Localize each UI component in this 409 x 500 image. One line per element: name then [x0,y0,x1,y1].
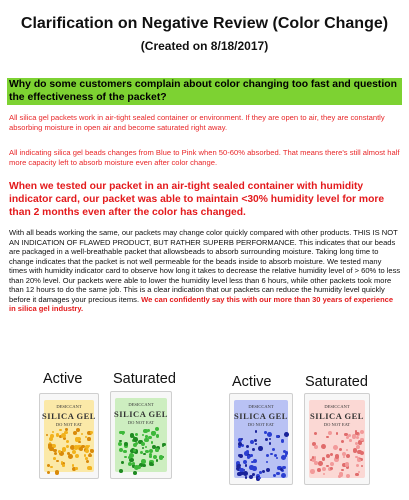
silica-bead [152,445,156,449]
packet-image-green [110,391,172,479]
packet-label-saturated-pink: Saturated [305,374,368,390]
silica-bead [61,461,63,463]
page-title: Clarification on Negative Review (Color Change) [20,15,389,32]
silica-bead [310,469,315,474]
silica-bead [140,451,143,454]
packet-label-saturated-green: Saturated [113,371,176,387]
packet-text-desiccant: DESICCANT [248,404,274,409]
silica-bead [352,434,356,438]
silica-bead [252,466,256,470]
silica-bead [360,451,364,455]
silica-bead [58,450,61,453]
silica-bead [153,455,157,459]
packet-text-do-not-eat: DO NOT EAT [247,422,275,427]
silica-bead [119,469,123,473]
silica-bead [123,450,126,453]
silica-bead [245,476,247,478]
silica-bead [133,437,137,441]
silica-bead [130,433,135,438]
silica-bead [341,469,343,471]
silica-bead [54,452,57,455]
silica-bead [135,433,138,436]
packet-text-silica-gel: SILICA GEL [234,411,288,421]
silica-bead [333,445,338,450]
packet-image-pink [304,393,370,485]
silica-bead [318,461,323,466]
silica-bead [66,445,69,448]
silica-bead [361,465,363,467]
silica-bead [317,468,321,472]
silica-bead [264,431,267,434]
silica-bead [155,448,159,452]
silica-bead [151,431,156,436]
silica-bead [120,431,123,434]
silica-bead [156,434,159,437]
experience-emphasis: We can confidently say this with our more than 30 years of experience in silica gel industry. [9,294,394,314]
silica-bead [84,454,86,456]
silica-bead [65,428,68,431]
packet-text-desiccant: DESICCANT [128,402,154,407]
silica-bead [270,453,273,456]
silica-bead [133,471,137,475]
silica-bead [72,464,75,467]
explanation-text: With all beads working the same, our packets may change color quickly compared with other products. THIS IS NOT AN INDICATION OF FLAWED PRODUCT, BUT RATHER SUPERB PERFORMANCE. This indicates that our beads are packaged in a well-breathable packet that allowsbeads to absorb surrounding moisture. Taking long time to change indicates that the packet is not well permeable for the beads inside to absorb moisture. We tested many times with humidity indicator card to observe how long it takes to decrease the relative humidity level of > 60% to less than 20% level. Our packets were able to lower the humidity level less than 6 hours, while other packets took more than 12 hours to do the same job. This is a clear indication that our packets can reduce the humidity level quickly before it damages your precious items. [9,228,401,304]
packet-text-silica-gel: SILICA GEL [114,409,168,419]
paragraph-open-air: All silica gel packets work in air-tight sealed container or environment. If they are open to air, they are constantly absorbing moisture in open air and become saturated right away. [9,113,385,132]
packet-text-do-not-eat: DO NOT EAT [55,422,83,427]
page-subtitle: (Created on 8/18/2017) [140,39,269,53]
silica-bead [252,448,255,451]
silica-bead [139,464,141,466]
packet-label-active-orange: Active [43,371,83,387]
packet-label-active-blue: Active [232,374,272,390]
silica-bead [159,455,163,459]
silica-bead [121,461,124,464]
silica-bead [323,446,325,448]
silica-bead [133,443,137,447]
silica-bead [255,443,257,445]
explanation-paragraph [9,228,401,314]
silica-bead [348,434,351,437]
silica-bead [72,450,76,454]
silica-bead [255,430,257,432]
silica-bead [149,455,152,458]
silica-bead [250,454,253,457]
packet-text-do-not-eat: DO NOT EAT [323,422,351,427]
silica-bead [75,454,79,458]
silica-bead [339,472,344,477]
silica-bead [358,440,362,444]
silica-bead [282,466,285,469]
silica-bead [265,438,268,441]
silica-bead [87,437,91,441]
paragraph-color-change: All indicating silica gel beads changes from Blue to Pink when 50-60% absorbed. That means there's still almost half more capacity left to absorb moisture even after color change. [9,148,400,167]
silica-bead [259,471,262,474]
silica-bead [360,430,364,434]
silica-bead [246,450,249,453]
packet-text-desiccant: DESICCANT [56,404,82,409]
silica-bead [269,442,271,444]
silica-bead [75,467,77,469]
silica-bead [133,449,136,452]
test-result-highlight: When we tested our packet in an air-tight sealed container with humidity indicator card, our packet was able to maintain <30% humidity level for more than 2 months even after the color has changed. [9,181,385,218]
silica-bead [46,434,48,436]
silica-bead [254,439,257,442]
packet-image-orange [39,393,99,479]
silica-bead [356,464,359,467]
silica-bead [312,456,315,459]
silica-bead [258,477,260,479]
silica-bead [355,473,358,476]
packet-text-silica-gel: SILICA GEL [310,411,364,421]
packet-image-blue [229,393,293,485]
silica-bead [273,474,276,477]
silica-bead [353,448,357,452]
silica-bead [238,442,242,446]
silica-bead [61,433,66,438]
silica-bead [330,467,333,470]
silica-bead [281,439,284,442]
silica-bead [336,432,338,434]
silica-bead [330,462,334,466]
packet-text-desiccant: DESICCANT [324,404,350,409]
question-banner: Why do some customers complain about color changing too fast and question the effectiveness of the packet? [7,78,402,105]
silica-bead [322,467,326,471]
silica-bead [55,470,60,475]
silica-bead [239,468,243,472]
packet-text-do-not-eat: DO NOT EAT [127,420,155,425]
silica-bead [47,471,50,474]
silica-bead [323,473,325,475]
silica-bead [237,464,241,468]
silica-bead [142,464,145,467]
silica-bead [284,432,289,437]
silica-bead [62,447,67,452]
silica-bead [124,442,128,446]
silica-bead [349,439,352,442]
packet-text-silica-gel: SILICA GEL [42,411,96,421]
silica-bead [142,434,144,436]
silica-bead [143,429,147,433]
silica-bead [276,457,278,459]
